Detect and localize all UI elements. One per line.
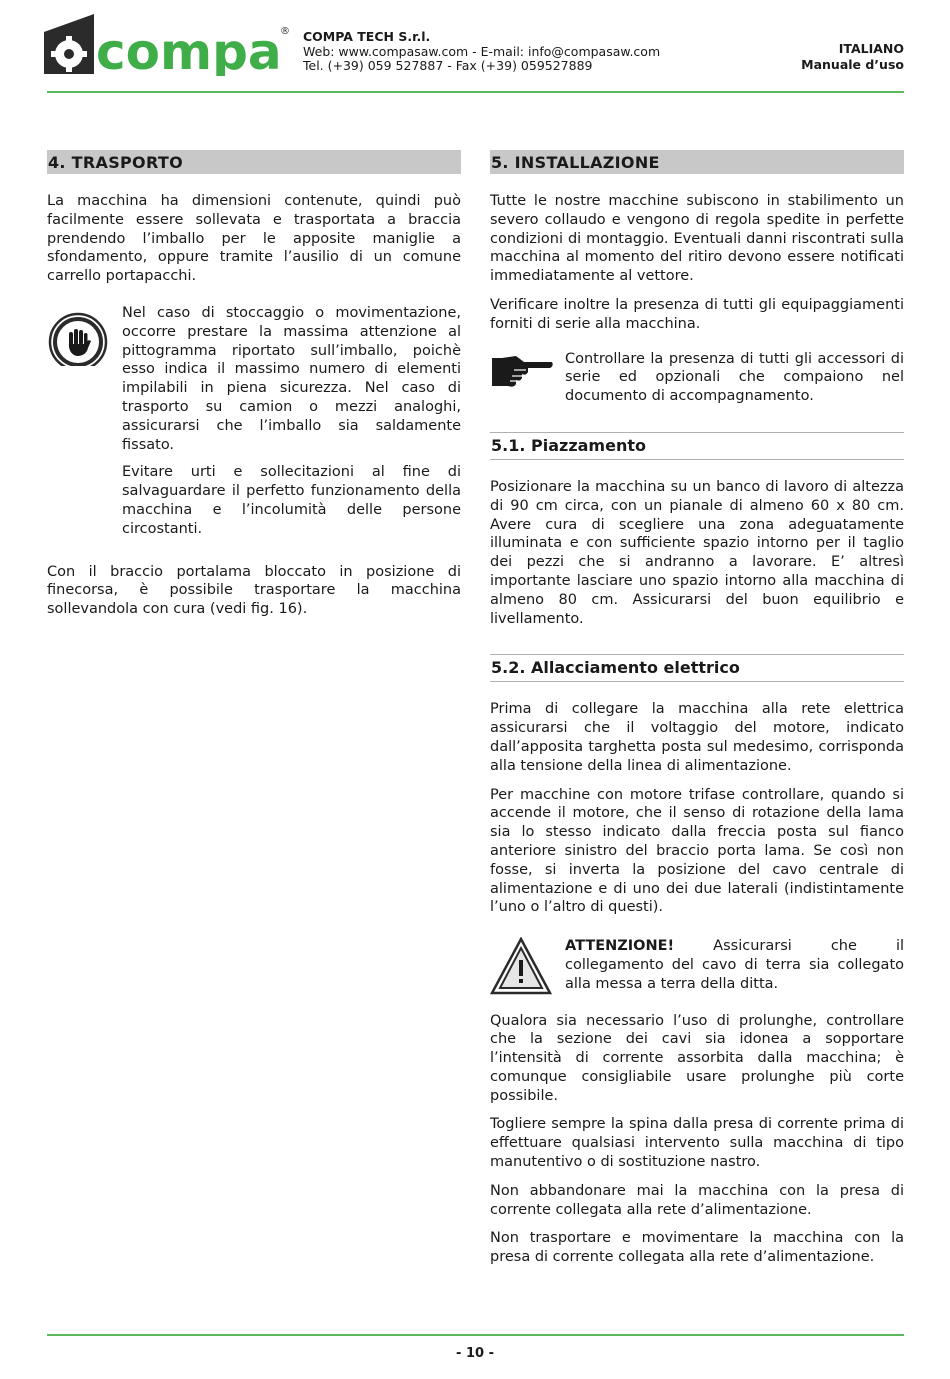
attenzione-body: Assicurarsi che il collegamento del cavo di terra sia collegato alla messa a terra della ditta.	[565, 938, 904, 992]
warning-triangle-icon	[490, 937, 552, 999]
compa-logo	[44, 12, 292, 80]
language-label: ITALIANO	[838, 41, 904, 56]
stoccaggio-warning-text-1: Nel caso di stoccaggio o movimentazione, occorre prestare la massima attenzione al pittogramma riportato sull’imballo, poichè esso indica il massimo numero di elementi impilabili in piena sicurezza. Nel caso di trasporto su camion o mezzi analoghi, assicurarsi che l’imballo sia saldamente fissato.	[122, 304, 461, 453]
header-divider	[47, 91, 904, 93]
footer-divider	[47, 1334, 904, 1336]
logo-wordmark: compa	[96, 23, 282, 76]
piazzamento-paragraph: Posizionare la macchina su un banco di lavoro di altezza di 90 cm circa, con un pianale di almeno 60 x 80 cm. Avere cura di scegliere una zona adeguatamente illuminata e con sufficiente spazio intorno per il taglio dei pezzi che si andranno a lavorare. E’ altresì importante lasciare uno spazio intorno alla macchina di almeno 80 cm. Assicurarsi del buon equilibrio e livellamento.	[490, 478, 904, 627]
accessori-note-text: Controllare la presenza di tutti gli accessori di serie ed opzionali che compaiono nel documento di accompagnamento.	[565, 350, 904, 405]
trasporto-paragraph-2: Con il braccio portalama bloccato in posizione di finecorsa, è possibile trasportare la macchina sollevandola con cura (vedi fig. 16).	[47, 563, 461, 618]
left-column	[47, 150, 461, 619]
pointing-hand-icon	[490, 350, 554, 398]
trasporto-paragraph-1: La macchina ha dimensioni contenute, quindi può facilmente essere sollevata e trasportata a braccia prendendo l’imballo per le apposite maniglie a sfondamento, oppure tramite l’ausilio di un comune carrello portapacchi.	[47, 193, 461, 285]
company-name: COMPA TECH S.r.l.	[303, 29, 431, 44]
attenzione-label: ATTENZIONE!	[565, 938, 675, 955]
allacciamento-paragraph-3: Qualora sia necessario l’uso di prolunghe, controllare che la sezione dei cavi sia idonea a sopportare l’intensità di corrente assorbita dalla macchina; è comunque consigliabile usare prolunghe più corte possibile.	[490, 1012, 904, 1104]
allacciamento-paragraph-6: Non trasportare e movimentare la macchina con la presa di corrente collegata alla rete d’alimentazione.	[490, 1230, 904, 1266]
company-web-email: Web: www.compasaw.com - E-mail: info@compasaw.com	[303, 43, 661, 59]
installazione-paragraph-2: Verificare inoltre la presenza di tutti gli equipaggiamenti forniti di serie alla macchina.	[490, 296, 904, 332]
stoccaggio-warning	[47, 304, 461, 539]
page-header	[0, 0, 950, 95]
allacciamento-paragraph-2: Per macchine con motore trifase controllare, quando si accende il motore, che il senso di rotazione della lama sia lo stesso indicato dalla freccia posta sul fianco anteriore sinistro del braccio porta lama. Se così non fosse, si inverta la posizione del cavo centrale di alimentazione e di uno dei due laterali (indistintamente l’uno o l’altro di questi).	[490, 786, 904, 916]
document-language	[801, 41, 904, 73]
stoccaggio-warning-text-2: Evitare urti e sollecitazioni al fine di salvaguardare il perfetto funzionamento della macchina e l’incolumità delle persone circostanti.	[122, 464, 461, 537]
right-column	[490, 150, 904, 1267]
accessori-note	[490, 350, 904, 406]
section-title-trasporto: 4. TRASPORTO	[47, 150, 461, 174]
attenzione-warning	[490, 937, 904, 993]
attenzione-text	[565, 937, 904, 993]
company-info	[303, 30, 660, 74]
company-phone-fax: Tel. (+39) 059 527887 - Fax (+39) 059527889	[303, 58, 593, 73]
section-title-piazzamento: 5.1. Piazzamento	[490, 432, 904, 460]
section-title-allacciamento: 5.2. Allacciamento elettrico	[490, 654, 904, 682]
compa-logo-graphic	[44, 12, 292, 76]
registered-mark: ®	[280, 26, 290, 37]
allacciamento-paragraph-5: Non abbandonare mai la macchina con la presa di corrente collegata alla rete d’alimentazione.	[490, 1182, 904, 1218]
allacciamento-paragraph-1: Prima di collegare la macchina alla rete elettrica assicurarsi che il voltaggio del motore, indicato dall’apposita targhetta posta sul medesimo, corrisponda alla tensione della linea di alimentazione.	[490, 701, 904, 774]
allacciamento-paragraph-4: Togliere sempre la spina dalla presa di corrente prima di effettuare qualsiasi intervento sulla macchina di tipo manutentivo o di sostituzione nastro.	[490, 1116, 904, 1171]
stop-hand-icon	[47, 304, 109, 370]
page-number: - 10 -	[456, 1346, 494, 1361]
doc-type-label: Manuale d’uso	[801, 57, 904, 72]
section-title-installazione: 5. INSTALLAZIONE	[490, 150, 904, 174]
installazione-paragraph-1: Tutte le nostre macchine subiscono in stabilimento un severo collaudo e vengono di regola spedite in perfette condizioni di montaggio. Eventuali danni riscontrati sulla macchina al momento del ritiro devono essere notificati immediatamente al vettore.	[490, 193, 904, 285]
